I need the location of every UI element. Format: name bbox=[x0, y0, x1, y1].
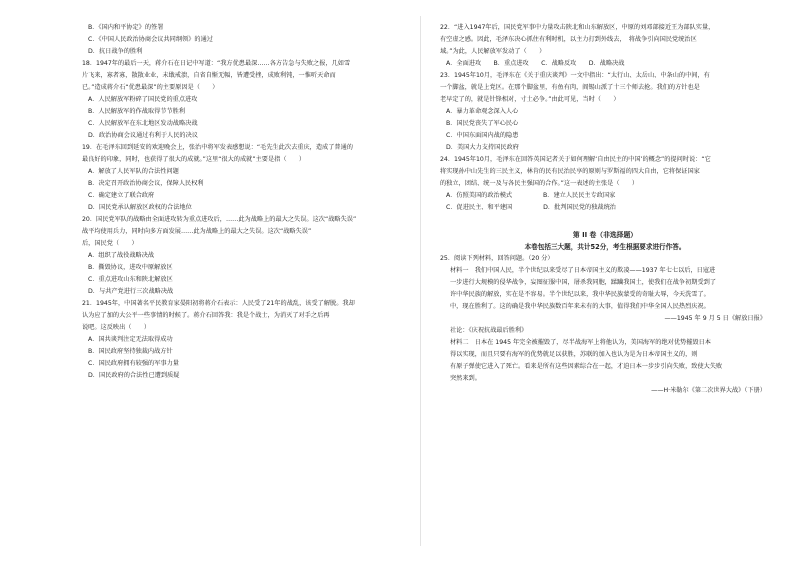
answer-option: B．《国内和平协定》的签署 bbox=[88, 24, 164, 31]
material-text: 有原子弹使它进入了死亡。看来是所有这些因素综合在一起，才迫日本一步步引向失败，致使大失败 bbox=[450, 363, 723, 370]
answer-option: C．《中国人民政治协商会议共同纲领》的通过 bbox=[88, 36, 213, 43]
material-text: 材料二 日本在 1945 年完全被摧毁了，尽半战海军上将他认为，美国海军的绝对优势摧毁日本 bbox=[450, 339, 711, 346]
source-citation: ——H·米勒尔《第二次世界大战》（下册） bbox=[651, 387, 766, 394]
source-citation: ——1945 年 9 月 5 日《解放日报》 bbox=[664, 315, 766, 322]
answer-option: C．人民解放军在东北地区发动战略决战 bbox=[88, 120, 198, 127]
answer-option: B．国民党丧失了军心民心 bbox=[446, 120, 519, 127]
answer-option: A．解放了人民军队的合法性问题 bbox=[88, 168, 179, 175]
answer-option: A．国共谈判注定无法取得成功 bbox=[88, 336, 173, 343]
question-text: 25．阅读下列材料，回答问题。（20 分） bbox=[440, 255, 554, 262]
answer-option: D．国民党承认解放区政权的合法地位 bbox=[88, 204, 192, 211]
answer-option: A．组织了战役战略决战 bbox=[88, 252, 155, 259]
section-title: 第 II 卷（非选择题） bbox=[572, 231, 638, 239]
answer-option: C．中国东面国内战的隐患 bbox=[446, 132, 519, 139]
question-text: 片飞来，寡者寡，散散业业，未戢戒溃，自省自惭无幅，皆遭受挫，成败利钝，一惟听天命而 bbox=[82, 72, 336, 79]
material-text: 许中华民族的解放，实在是不容易。半个世纪以来，我中华民族蒙受的奇耻大辱，今天洗雪了。 bbox=[450, 291, 710, 298]
material-text: 突然来到。 bbox=[450, 375, 481, 382]
question-text: 的独立，团结、统一及与各民主强国的合作。”这一表述的主张是（ ） bbox=[440, 180, 639, 187]
question-text: 已。”造成蒋介石“优患最深”的主要原因是（ ） bbox=[82, 84, 219, 91]
material-text: 中，现在胜利了。这的确是我中华民族数百年来未有的大事，值得我们中华全国人民热烈庆祝。 bbox=[450, 303, 710, 310]
question-text: 说吧。这反映出（ ） bbox=[82, 324, 151, 331]
answer-option: D．国民政府的合法性已遭到质疑 bbox=[88, 372, 180, 379]
question-text: 23．1945年10月，毛泽东在《关于重庆谈判》一文中指出：“太行山、太岳山、中条山的中间，有 bbox=[440, 72, 710, 79]
answer-option: B．国民政府坚持独裁内战方针 bbox=[88, 348, 173, 355]
question-text: 18．1947年的最后一天，蒋介石在日记中写道：“我方优患最深……各方告急与失败之报，几如雪 bbox=[82, 60, 351, 67]
material-text: 得以实现，而且只要有海军的优势就足以获胜，苏联的加入也认为是为日本帝国主义的，则 bbox=[450, 351, 698, 358]
answer-option: B．人民解放军的作战取得节节胜利 bbox=[88, 108, 186, 115]
column-divider bbox=[420, 16, 421, 546]
question-text: 有空虚之感。因此，毛泽东决心抓住有利时机，以主力打到外线去， 将战争引向国民党统治区 bbox=[440, 36, 697, 43]
question-text: 22．“进入1947年后，国民党军事中力量攻击陕北和山东解放区，中原的刘邓部接近王为部队实量， bbox=[440, 24, 715, 31]
answer-option: D．抗日战争的胜利 bbox=[88, 48, 143, 55]
answer-option: D．美国大力支持国民政府 bbox=[446, 144, 519, 151]
answer-option: C．国民政府拥有较强的军事力量 bbox=[88, 360, 179, 367]
question-text: 域。”为此，人民解放军发动了（ ） bbox=[440, 48, 546, 55]
question-text: 将实现孙中山先生的三民主义，林肯的民有民治民享的原则与罗斯福的四大自由，它将保证国家 bbox=[440, 168, 700, 175]
left-column bbox=[82, 22, 412, 382]
answer-option: A．暴力革命观念深入人心 bbox=[446, 108, 519, 115]
question-text: 一个脚盆，就是上党区。在那个脚盆里，有鱼有肉，阎锡山派了十三个师去抢。我们的方针也是 bbox=[440, 84, 700, 91]
answer-option: A．仿照美国的政治模式 B．建立人民民主专政国家 bbox=[446, 192, 616, 199]
answer-option: D．与共产党进行三次战略决战 bbox=[88, 288, 174, 295]
question-text: 战平均使用兵力，同时向多方面发展……此为战略上的最大之失误。这次“战略失误” bbox=[82, 228, 312, 235]
answer-option: D．政治协商会议通过有利于人民的决议 bbox=[88, 132, 198, 139]
material-text: 材料一 我们中国人民，半个世纪以来受尽了日本帝国主义的欺凌——1937 年七七以后，日寇进 bbox=[450, 267, 716, 274]
question-text: 后，国民党（ ） bbox=[82, 240, 138, 247]
question-text: 认为应了加的大公平一些事情的时候了。蒋介石回答我：我是个战士，为消灭了对手之后再 bbox=[82, 312, 330, 319]
answer-option: C．促进民主、和平建国 D．批判国民党的独裁统治 bbox=[446, 204, 616, 211]
material-text: 社论：《庆祝抗战最后胜利》 bbox=[450, 327, 528, 334]
answer-option: C．重点进攻山东和陕北解放区 bbox=[88, 276, 173, 283]
answer-option: C．确定建立了联合政府 bbox=[88, 192, 155, 199]
question-text: 20．国民党军队的战略由全面进攻转为重点进攻后，……此为战略上的最大之失误。这次“战略失误” bbox=[82, 216, 357, 223]
question-text: 19．在毛泽东回到延安的欢迎晚会上，张治中将军发表感想说：“毛先生此次去重庆，造成了普通的 bbox=[82, 144, 353, 151]
right-column bbox=[440, 22, 770, 397]
material-text: 一步进行大规模的侵华战争，妄图征服中国，屠杀我同胞，蹂躏我国土，使我们在战争初期受到了 bbox=[450, 279, 717, 286]
question-text: 21．1945年，中国著名平民教育家晏阳初将蒋介石表示：人民受了21年的战乱，该受了解脱。我却 bbox=[82, 300, 355, 307]
spacer bbox=[440, 214, 770, 226]
answer-option: A．全面进攻 B．重点进攻 C．战略反攻 D．战略决战 bbox=[446, 60, 625, 67]
question-text: 24．1945年10月，毛泽东在回答英国记者关于如何理解‘自由民主的中国’的概念”的提问时说：“它 bbox=[440, 156, 711, 163]
answer-option: A．人民解放军粉碎了国民党的重点进攻 bbox=[88, 96, 198, 103]
answer-option: B．决定召开政治协商会议，保障人民权利 bbox=[88, 180, 204, 187]
section-instructions: 本卷包括三大题，共计52分，考生根据要求进行作答。 bbox=[524, 243, 686, 251]
question-text: 最良好的印象，同时，也获得了很大的成就。”这里“很大的成就”主要是指（ ） bbox=[82, 156, 306, 163]
answer-option: B．撕毁协议，进攻中原解放区 bbox=[88, 264, 173, 271]
question-text: 老早定了的，就是针锋相对，寸土必争。”由此可见，当时（ ） bbox=[440, 96, 620, 103]
